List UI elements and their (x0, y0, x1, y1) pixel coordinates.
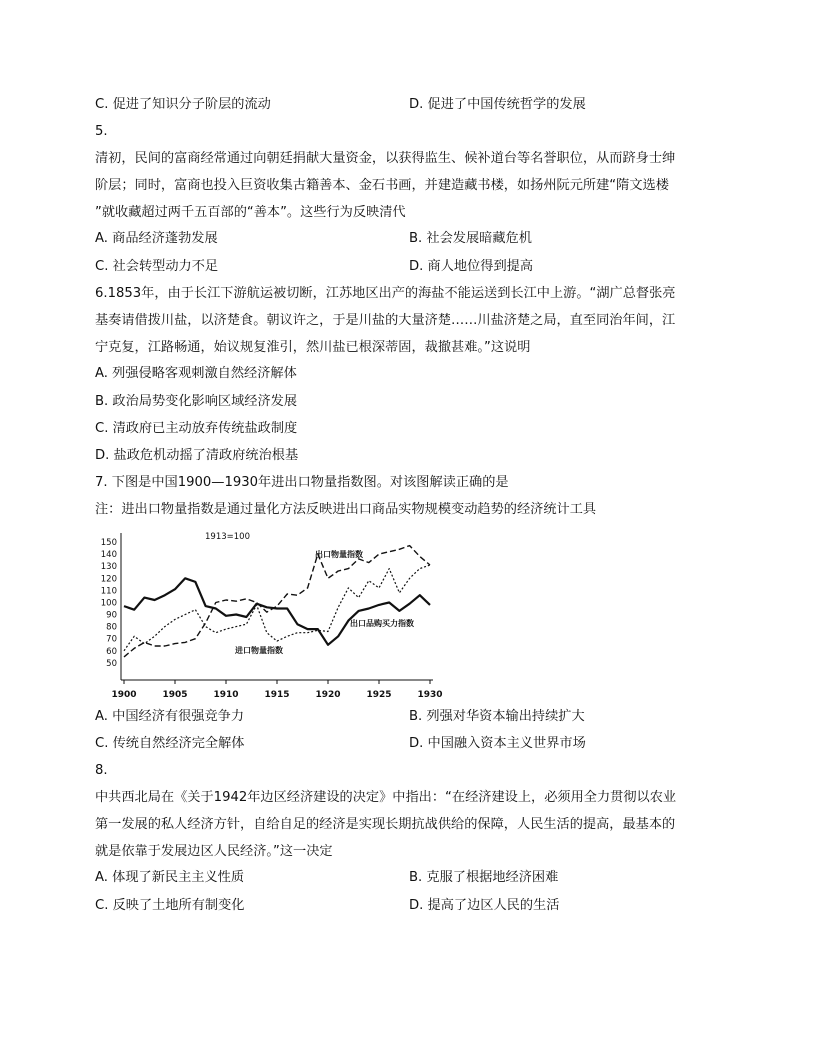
y-tick-label: 90 (106, 610, 117, 621)
y-tick-label: 130 (100, 562, 117, 573)
q8-option-a: A. 体现了新民主主义性质 (95, 870, 245, 885)
q7-option-c: C. 传统自然经济完全解体 (95, 736, 245, 751)
x-tick-label: 1915 (264, 690, 290, 700)
y-tick-label: 100 (100, 598, 117, 609)
x-tick-label: 1910 (213, 690, 239, 700)
y-tick-label: 80 (106, 622, 117, 633)
x-tick-label: 1930 (417, 690, 443, 700)
q8-option-d: D. 提高了边区人民的生活 (409, 898, 560, 913)
q7-note: 注：进出口物量指数是通过量化方法反映进出口商品实物规模变动趋势的经济统计工具 (95, 502, 597, 517)
q5-stem-line: ”就收藏超过两千五百部的“善本”。这些行为反映清代 (95, 205, 406, 220)
series-line-export-volume (124, 546, 430, 657)
q6-option-c: C. 清政府已主动放弃传统盐政制度 (95, 421, 298, 436)
q8-stem-line: 就是依靠于发展边区人民经济。”这一决定 (95, 844, 333, 859)
x-tick-label: 1905 (162, 690, 188, 700)
q8-option-b: B. 克服了根据地经济困难 (409, 870, 559, 885)
series-label-import-volume: 进口物量指数 (235, 646, 283, 655)
q5-option-b: B. 社会发展暗藏危机 (409, 231, 532, 246)
q6-stem-line: 基奏请借拨川盐，以济楚食。朝议许之，于是川盐的大量济楚……川盐济楚之局，直至同治年间，江 (95, 313, 676, 328)
q8-number: 8. (95, 763, 108, 778)
y-tick-label: 150 (100, 538, 117, 548)
q6-option-b: B. 政治局势变化影响区域经济发展 (95, 394, 298, 409)
q6-stem (95, 280, 717, 361)
q5-stem-line: 阶层；同时，富商也投入巨资收集古籍善本、金石书画，并建造藏书楼，如扬州阮元所建“隋文选楼 (95, 178, 669, 193)
y-tick-label: 110 (100, 586, 117, 597)
trade-index-chart (95, 527, 455, 702)
y-tick-label: 60 (106, 646, 117, 657)
y-tick-label: 120 (100, 574, 117, 585)
q8-stem (95, 784, 717, 865)
q5-stem-line: 清初，民间的富商经常通过向朝廷捐献大量资金，以获得监生、候补道台等名誉职位，从而跻身士绅 (95, 151, 676, 166)
q7-option-d: D. 中国融入资本主义世界市场 (409, 736, 586, 751)
q8-option-c: C. 反映了土地所有制变化 (95, 898, 245, 913)
series-line-export-purchasing-power (124, 578, 430, 645)
q4-option-d: D. 促进了中国传统哲学的发展 (409, 97, 586, 112)
q8-stem-line: 中共西北局在《关于1942年边区经济建设的决定》中指出：“在经济建设上，必须用全力贯彻以农业 (95, 790, 677, 805)
series-label-export-purchasing-power: 出口品购买力指数 (350, 619, 414, 628)
q6-stem-line: 6.1853年，由于长江下游航运被切断，江苏地区出产的海盐不能运送到长江中上游。“湖广总督张亮 (95, 286, 676, 301)
y-tick-label: 50 (106, 658, 117, 669)
q6-option-d: D. 盐政危机动摇了清政府统治根基 (95, 448, 299, 463)
q5-number: 5. (95, 124, 108, 139)
q7-stem: 7. 下图是中国1900—1930年进出口物量指数图。对该图解读正确的是 (95, 475, 509, 490)
q7-option-b: B. 列强对华资本输出持续扩大 (409, 709, 585, 724)
x-tick-label: 1900 (111, 690, 137, 700)
q8-stem-line: 第一发展的私人经济方针，自给自足的经济是实现长期抗战供给的保障，人民生活的提高，最基本的 (95, 817, 676, 832)
series-label-export-volume: 出口物量指数 (315, 550, 363, 559)
q5-option-d: D. 商人地位得到提高 (409, 259, 534, 274)
q5-stem (95, 145, 717, 226)
q6-option-a: A. 列强侵略客观刺激自然经济解体 (95, 366, 297, 381)
q4-option-c: C. 促进了知识分子阶层的流动 (95, 97, 271, 112)
q5-option-a: A. 商品经济蓬勃发展 (95, 231, 218, 246)
base-note: 1913=100 (205, 532, 250, 542)
y-tick-label: 140 (100, 550, 117, 561)
q5-option-c: C. 社会转型动力不足 (95, 259, 219, 274)
q7-option-a: A. 中国经济有很强竞争力 (95, 709, 245, 724)
y-tick-label: 70 (106, 634, 117, 645)
x-tick-label: 1925 (366, 690, 392, 700)
x-tick-label: 1920 (315, 690, 341, 700)
q6-stem-line: 宁克复，江路畅通，始议规复淮引，然川盐已根深蒂固，裁撤甚难。”这说明 (95, 340, 531, 355)
